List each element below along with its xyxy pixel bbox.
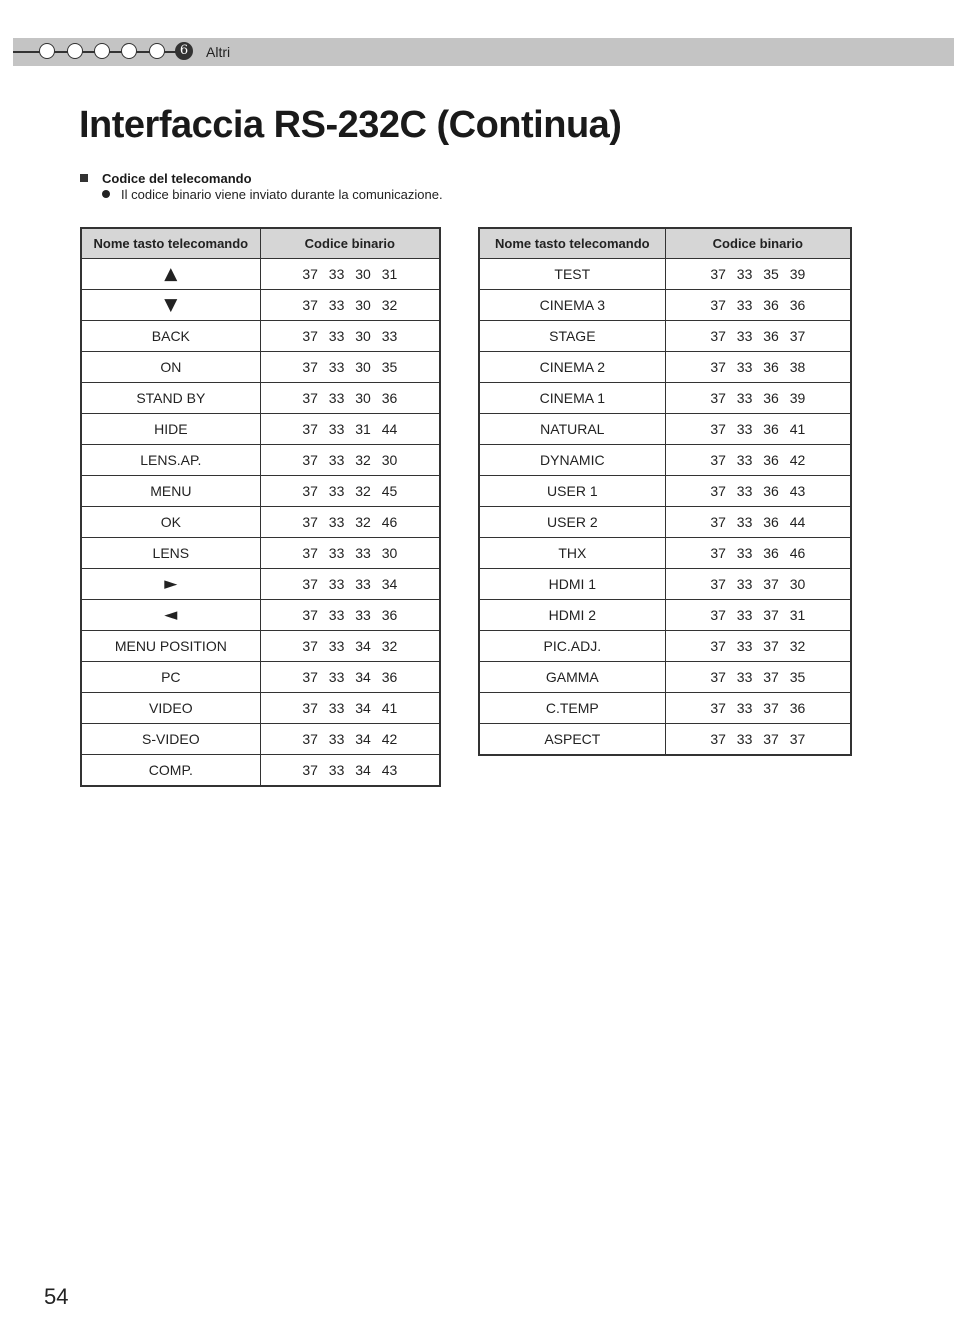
key-name-cell: MENU POSITION [81, 631, 260, 662]
table-row [479, 569, 851, 600]
binary-code-cell: 37 33 37 36 [665, 693, 851, 724]
key-name-cell: TEST [479, 259, 665, 290]
column-header-key-name: Nome tasto telecomando [479, 228, 665, 259]
binary-code-cell: 37 33 30 33 [260, 321, 440, 352]
key-name-cell: ON [81, 352, 260, 383]
column-header-key-name: Nome tasto telecomando [81, 228, 260, 259]
chapter-dot-3 [94, 43, 110, 59]
table-row [81, 569, 440, 600]
binary-code-cell: 37 33 36 37 [665, 321, 851, 352]
key-name-cell: USER 1 [479, 476, 665, 507]
key-name-cell: HDMI 2 [479, 600, 665, 631]
table-row [81, 321, 440, 352]
table-row [81, 631, 440, 662]
table-row [81, 352, 440, 383]
key-name-cell: ► [81, 569, 260, 600]
key-name-cell: THX [479, 538, 665, 569]
chapter-dot-current: 6 [175, 42, 193, 60]
table-row [81, 290, 440, 321]
binary-code-cell: 37 33 36 43 [665, 476, 851, 507]
key-name-cell: OK [81, 507, 260, 538]
binary-code-cell: 37 33 37 31 [665, 600, 851, 631]
key-name-cell: ASPECT [479, 724, 665, 756]
table-row [479, 352, 851, 383]
key-name-cell: STAGE [479, 321, 665, 352]
binary-code-cell: 37 33 33 36 [260, 600, 440, 631]
table-row [479, 414, 851, 445]
key-name-cell: ◄ [81, 600, 260, 631]
table-header-row [479, 228, 851, 259]
binary-code-cell: 37 33 30 32 [260, 290, 440, 321]
table-row [81, 507, 440, 538]
table-row [81, 476, 440, 507]
chapter-label: Altri [206, 44, 231, 60]
binary-code-cell: 37 33 34 32 [260, 631, 440, 662]
table-row [479, 724, 851, 756]
chapter-dot-1 [39, 43, 55, 59]
table-row [479, 476, 851, 507]
table-row [81, 724, 440, 755]
table-row [479, 445, 851, 476]
key-name-cell: PIC.ADJ. [479, 631, 665, 662]
binary-code-cell: 37 33 34 36 [260, 662, 440, 693]
table-header-row [81, 228, 440, 259]
page-number: 54 [44, 1284, 69, 1309]
binary-code-cell: 37 33 34 42 [260, 724, 440, 755]
table-row [81, 259, 440, 290]
binary-code-cell: 37 33 30 35 [260, 352, 440, 383]
table-row [479, 538, 851, 569]
table-row [479, 662, 851, 693]
round-bullet-icon [102, 190, 110, 198]
binary-code-cell: 37 33 32 46 [260, 507, 440, 538]
binary-code-cell: 37 33 33 34 [260, 569, 440, 600]
binary-code-cell: 37 33 33 30 [260, 538, 440, 569]
binary-code-cell: 37 33 37 32 [665, 631, 851, 662]
section-heading-text: Codice del telecomando [102, 171, 252, 186]
binary-code-cell: 37 33 34 41 [260, 693, 440, 724]
chapter-dot-4 [121, 43, 137, 59]
binary-code-cell: 37 33 35 39 [665, 259, 851, 290]
key-name-cell: CINEMA 2 [479, 352, 665, 383]
table-row [479, 383, 851, 414]
section-note [102, 187, 443, 202]
key-name-cell: VIDEO [81, 693, 260, 724]
table-row [479, 290, 851, 321]
binary-code-cell: 37 33 32 45 [260, 476, 440, 507]
remote-code-table-left [80, 227, 441, 787]
key-name-cell: MENU [81, 476, 260, 507]
chapter-progress [13, 38, 253, 66]
key-name-cell: GAMMA [479, 662, 665, 693]
key-name-cell: STAND BY [81, 383, 260, 414]
column-header-binary-code: Codice binario [665, 228, 851, 259]
key-name-cell: ▲ [81, 259, 260, 290]
key-name-cell: CINEMA 1 [479, 383, 665, 414]
binary-code-cell: 37 33 37 37 [665, 724, 851, 756]
binary-code-cell: 37 33 34 43 [260, 755, 440, 787]
key-name-cell: HDMI 1 [479, 569, 665, 600]
chapter-dot-2 [67, 43, 83, 59]
section-note-text: Il codice binario viene inviato durante la comunicazione. [121, 187, 443, 202]
binary-code-cell: 37 33 36 36 [665, 290, 851, 321]
binary-code-cell: 37 33 36 39 [665, 383, 851, 414]
chapter-dot-5 [149, 43, 165, 59]
binary-code-cell: 37 33 30 31 [260, 259, 440, 290]
key-name-cell: NATURAL [479, 414, 665, 445]
page-title: Interfaccia RS-232C (Continua) [79, 104, 622, 146]
binary-code-cell: 37 33 36 41 [665, 414, 851, 445]
binary-code-cell: 37 33 36 44 [665, 507, 851, 538]
key-name-cell: ▼ [81, 290, 260, 321]
binary-code-cell: 37 33 30 36 [260, 383, 440, 414]
column-header-binary-code: Codice binario [260, 228, 440, 259]
binary-code-cell: 37 33 37 35 [665, 662, 851, 693]
binary-code-cell: 37 33 36 46 [665, 538, 851, 569]
key-name-cell: S-VIDEO [81, 724, 260, 755]
table-row [81, 662, 440, 693]
key-name-cell: COMP. [81, 755, 260, 787]
table-row [81, 414, 440, 445]
key-name-cell: USER 2 [479, 507, 665, 538]
key-name-cell: LENS.AP. [81, 445, 260, 476]
remote-code-table-right [478, 227, 852, 756]
key-name-cell: CINEMA 3 [479, 290, 665, 321]
table-row [479, 259, 851, 290]
key-name-cell: C.TEMP [479, 693, 665, 724]
table-row [81, 693, 440, 724]
key-name-cell: HIDE [81, 414, 260, 445]
table-row [81, 383, 440, 414]
table-row [479, 693, 851, 724]
binary-code-cell: 37 33 31 44 [260, 414, 440, 445]
binary-code-cell: 37 33 36 42 [665, 445, 851, 476]
table-row [81, 600, 440, 631]
key-name-cell: LENS [81, 538, 260, 569]
square-bullet-icon [80, 174, 88, 182]
section-heading [80, 171, 252, 186]
binary-code-cell: 37 33 37 30 [665, 569, 851, 600]
key-name-cell: DYNAMIC [479, 445, 665, 476]
binary-code-cell: 37 33 32 30 [260, 445, 440, 476]
table-row [479, 321, 851, 352]
table-row [81, 445, 440, 476]
binary-code-cell: 37 33 36 38 [665, 352, 851, 383]
key-name-cell: PC [81, 662, 260, 693]
key-name-cell: BACK [81, 321, 260, 352]
table-row [479, 507, 851, 538]
table-row [81, 538, 440, 569]
table-row [479, 600, 851, 631]
table-row [81, 755, 440, 787]
table-row [479, 631, 851, 662]
